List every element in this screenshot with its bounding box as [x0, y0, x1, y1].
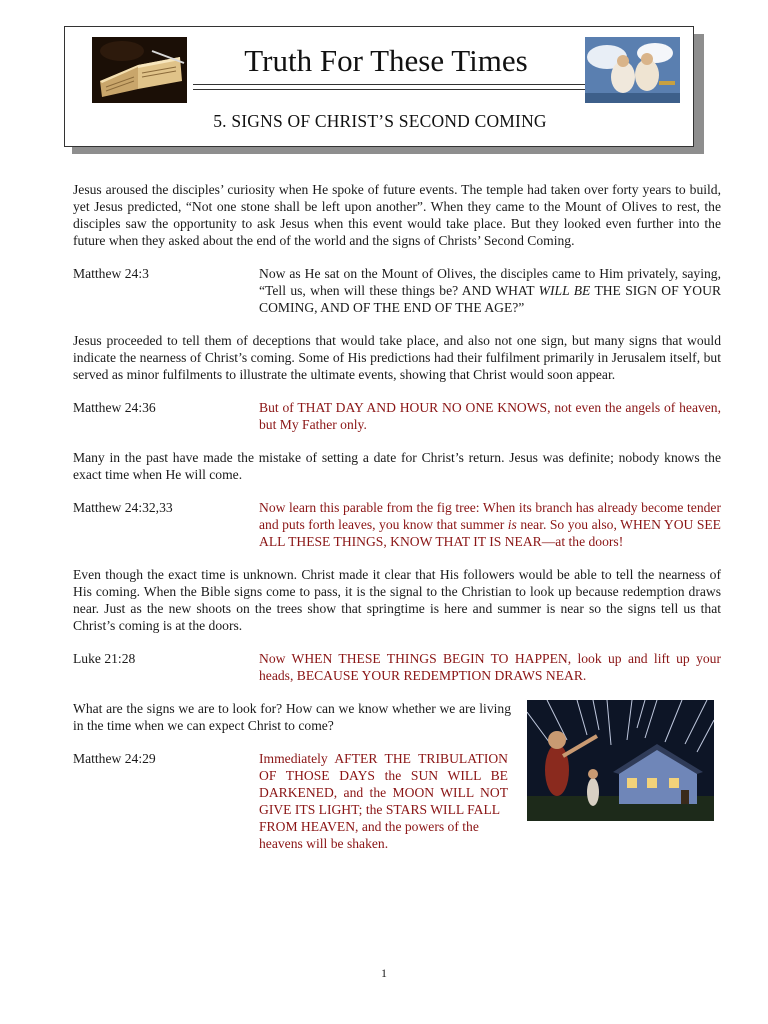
date-setting-paragraph: Many in the past have made the mistake of setting a date for Christ’s return. Jesus was definite; nobody knows the exact time when He will come. — [73, 450, 721, 482]
scripture-reference: Matthew 24:29 — [73, 751, 156, 766]
scripture-reference: Matthew 24:32,33 — [73, 500, 173, 515]
intro-paragraph: Jesus aroused the disciples’ curiosity when He spoke of future events. The temple had taken over forty years to build, yet Jesus predicted, “Not one stone shall be left upon another”. When they came to the Mount of Olives to rest, the disciples saw the opportunity to ask Jesus when this event would take place. But they looked even further into the future when they asked about the end of the world and the signs of Christs’ Second Coming. — [73, 182, 721, 248]
lesson-content — [73, 181, 721, 852]
scripture-text-emphasis: WILL BE — [538, 283, 591, 298]
nearness-paragraph: Even though the exact time is unknown. Christ made it clear that His followers would be able to tell the nearness of His coming. When the Bible signs come to pass, it is the signal to the Christian to look up because redemption draws near. Just as the new shoots on the trees show that springtime is here and summer is near so the signs tell us that Christ’s coming is at the doors. — [73, 567, 721, 633]
question-paragraph: What are the signs we are to look for? How can we know whether we are living in the time when we can expect Christ to come? — [73, 701, 511, 733]
scripture-text — [259, 499, 721, 550]
scripture-matthew-24-36 — [73, 399, 721, 433]
scripture-reference: Luke 21:28 — [73, 651, 136, 666]
scripture-matthew-24-29 — [73, 750, 511, 818]
signs-paragraph: Jesus proceeded to tell them of deceptions that would take place, and also not one sign, but many signs that would indicate the nearness of Christ’s coming. Some of His predictions had their fulfilment primarily in Jerusalem itself, but served as minor fulfilments to illustrate the ultimate events, showing that Christ would soon appear. — [73, 333, 721, 382]
scripture-matthew-24-3 — [73, 265, 721, 316]
scripture-text: Now WHEN THESE THINGS BEGIN TO HAPPEN, look up and lift up your heads, BECAUSE YOUR REDEMPTION DRAWS NEAR. — [259, 651, 721, 683]
scripture-reference: Matthew 24:3 — [73, 266, 149, 281]
title-rule-bottom — [193, 89, 585, 90]
scripture-text-part: Now learn this parable from the fig tree: When its branch has already become tender and puts forth leaves, you know that summer — [259, 500, 721, 532]
scripture-reference: Matthew 24:36 — [73, 400, 156, 415]
lesson-title: 5. SIGNS OF CHRIST’S SECOND COMING — [213, 111, 547, 131]
scripture-luke-21-28 — [73, 650, 721, 684]
open-bible-image — [92, 37, 187, 103]
scripture-text-part: near. So you also, WHEN YOU SEE ALL THESE THINGS, KNOW THAT IT IS NEAR—at the doors! — [259, 517, 721, 549]
header-box — [64, 26, 694, 147]
scripture-text: Immediately AFTER THE TRIBULATION OF THOSE DAYS the SUN WILL BE DARKENED, and the MOON WILL NOT GIVE ITS LIGHT; the STARS WILL FALL — [259, 751, 508, 817]
scripture-text-emphasis: is — [507, 517, 517, 532]
scripture-text-part: Now as He sat on the Mount of Olives, the disciples came to Him privately, saying, “Tell us, when will these things be? AND WHAT — [259, 266, 721, 298]
angels-image — [585, 37, 680, 103]
scripture-text — [259, 265, 721, 316]
scripture-text-part: THE SIGN OF YOUR COMING, AND OF THE END OF THE AGE?” — [259, 283, 722, 315]
site-title: Truth For These Times — [244, 43, 528, 78]
page-number: 1 — [381, 966, 387, 980]
scripture-text: But of THAT DAY AND HOUR NO ONE KNOWS, not even the angels of heaven, but My Father only. — [259, 400, 721, 432]
scripture-text-continuation: FROM HEAVEN, and the powers of the heavens will be shaken. — [259, 819, 479, 851]
falling-stars-night-scene-image — [527, 700, 714, 821]
title-rule-top — [193, 84, 585, 85]
scripture-matthew-24-32-33 — [73, 499, 721, 550]
